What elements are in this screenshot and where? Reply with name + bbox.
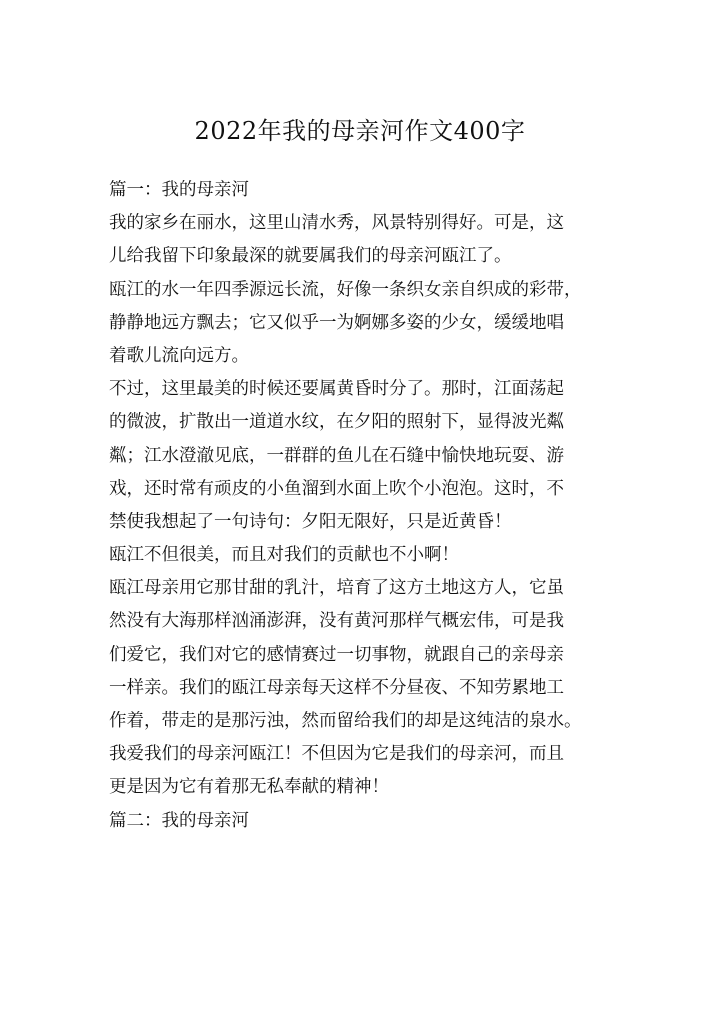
text-line: 儿给我留下印象最深的就要属我们的母亲河瓯江了。	[109, 246, 512, 267]
text-line: 然没有大海那样汹涌澎湃，没有黄河那样气概宏伟，可是我	[109, 611, 564, 632]
text-line: 更是因为它有着那无私奉献的精神！	[109, 777, 389, 798]
text-line: 瓯江不但很美，而且对我们的贡献也不小啊！	[109, 545, 459, 566]
text-line: 我的家乡在丽水，这里山清水秀，风景特别得好。可是，这	[109, 213, 564, 234]
text-line: 戏，还时常有顽皮的小鱼溜到水面上吹个小泡泡。这时，不	[109, 478, 564, 499]
text-line: 作着，带走的是那污浊，然而留给我们的却是这纯洁的泉水。	[109, 711, 582, 731]
text-line: 们爱它，我们对它的感情赛过一切事物，就跟自己的亲母亲	[109, 644, 564, 665]
text-line: 瓯江母亲用它那甘甜的乳汁，培育了这方土地这方人，它虽	[109, 578, 564, 599]
section-heading: 篇一：我的母亲河	[109, 180, 249, 200]
text-line: 粼；江水澄澈见底，一群群的鱼儿在石缝中愉快地玩耍、游	[109, 445, 564, 466]
document-body	[109, 174, 613, 838]
text-line: 我爱我们的母亲河瓯江！不但因为它是我们的母亲河，而且	[109, 744, 564, 765]
document-title: 2022年我的母亲河作文400字	[194, 117, 526, 145]
text-line: 静静地远方飘去；它又似乎一为婀娜多姿的少女，缓缓地唱	[109, 312, 564, 333]
text-line: 禁使我想起了一句诗句：夕阳无限好，只是近黄昏！	[109, 511, 512, 532]
text-line: 的微波，扩散出一道道水纹，在夕阳的照射下，显得波光粼	[109, 412, 564, 433]
text-line: 一样亲。我们的瓯江母亲每天这样不分昼夜、不知劳累地工	[109, 677, 564, 698]
text-line: 不过，这里最美的时候还要属黄昏时分了。那时，江面荡起	[109, 379, 564, 400]
text-line: 瓯江的水一年四季源远长流，好像一条织女亲自织成的彩带，	[109, 279, 582, 300]
text-line: 着歌儿流向远方。	[109, 345, 249, 366]
section-heading: 篇二：我的母亲河	[109, 810, 249, 831]
